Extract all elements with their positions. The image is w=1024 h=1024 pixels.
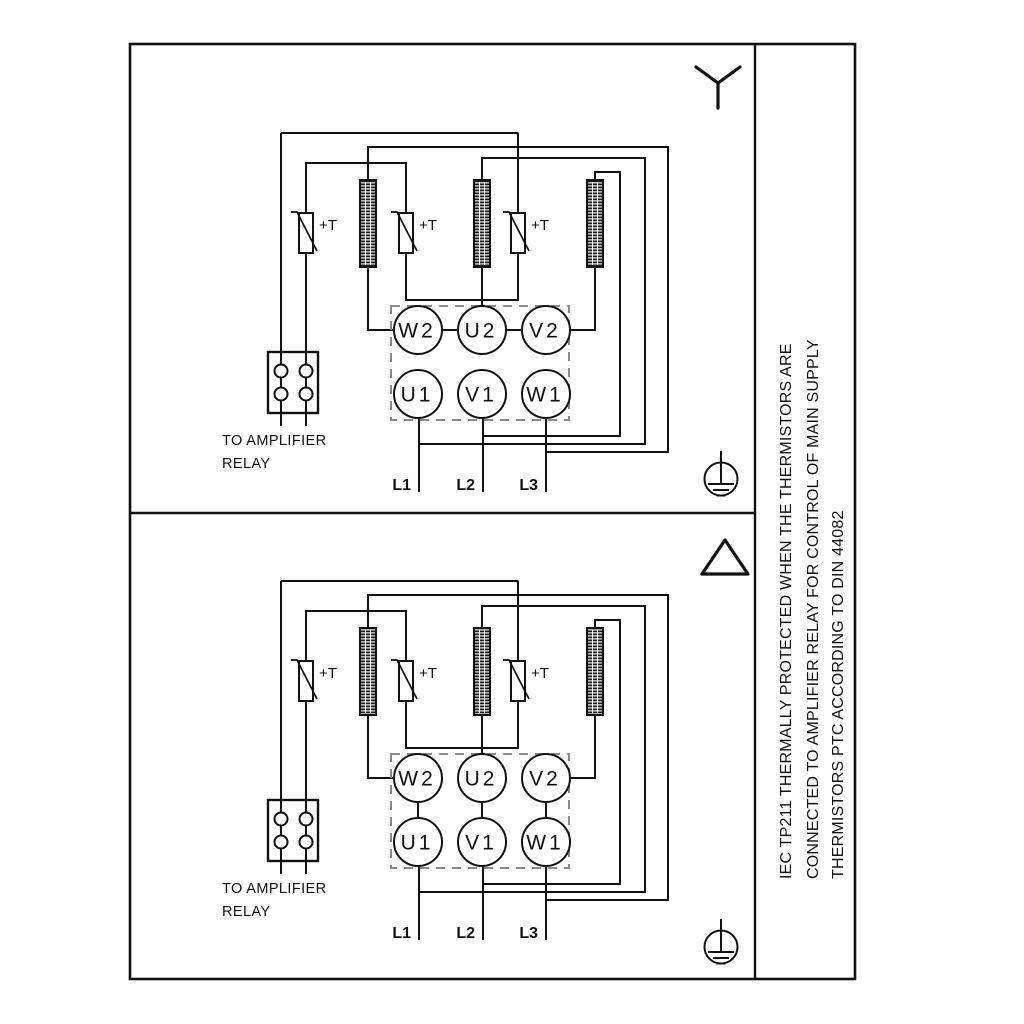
terminal-V1 bbox=[458, 818, 506, 866]
stator-coil-2 bbox=[474, 628, 490, 715]
thermistor-label: +T bbox=[531, 665, 549, 682]
relay-terminal-circle bbox=[300, 365, 313, 378]
terminal-U2 bbox=[458, 306, 506, 354]
stator-coil-3 bbox=[587, 180, 603, 267]
thermistor-label: +T bbox=[419, 665, 437, 682]
wire bbox=[368, 267, 394, 330]
side-note-line3: THERMISTORS PTC ACCORDING TO DIN 44082 bbox=[830, 510, 847, 879]
relay-caption-line1: TO AMPLIFIER bbox=[222, 881, 327, 897]
relay-terminal-circle bbox=[300, 388, 313, 401]
relay-terminal-circle bbox=[300, 836, 313, 849]
earth-symbol bbox=[705, 451, 738, 496]
terminal-W2 bbox=[394, 306, 442, 354]
star-arm bbox=[718, 67, 740, 83]
terminal-V2 bbox=[522, 306, 570, 354]
supply-label-L1: L1 bbox=[392, 925, 411, 942]
supply-label-L3: L3 bbox=[519, 477, 538, 494]
wire bbox=[406, 253, 518, 300]
terminal-V1 bbox=[458, 370, 506, 418]
supply-label-L1: L1 bbox=[392, 477, 411, 494]
terminal-W2 bbox=[394, 754, 442, 802]
relay-caption-line1: TO AMPLIFIER bbox=[222, 433, 327, 449]
terminal-label-W1: W1 bbox=[526, 831, 564, 855]
relay-terminal-block bbox=[268, 352, 318, 413]
side-note-line1: IEC TP211 THERMALLY PROTECTED WHEN THE THERMISTORS ARE bbox=[778, 343, 795, 879]
coil-winding bbox=[360, 180, 376, 267]
relay-block-outline bbox=[268, 352, 318, 413]
terminal-W1 bbox=[522, 818, 570, 866]
side-note-line2: CONNECTED TO AMPLIFIER RELAY FOR CONTROL OF MAIN SUPPLY bbox=[805, 339, 822, 879]
terminal-label-W2: W2 bbox=[398, 767, 436, 791]
coil-winding bbox=[587, 628, 603, 715]
relay-caption-line2: RELAY bbox=[222, 904, 271, 920]
thermistor-label: +T bbox=[319, 217, 337, 234]
wire bbox=[306, 163, 406, 213]
stator-coil-1 bbox=[360, 180, 376, 267]
thermistor-3 bbox=[503, 660, 549, 701]
thermistor-2 bbox=[391, 660, 437, 701]
terminal-U2 bbox=[458, 754, 506, 802]
wire bbox=[570, 267, 595, 330]
thermistor-1 bbox=[291, 660, 337, 701]
thermistor-label: +T bbox=[531, 217, 549, 234]
terminal-label-V1: V1 bbox=[465, 831, 497, 855]
terminal-W1 bbox=[522, 370, 570, 418]
supply-label-L2: L2 bbox=[456, 925, 475, 942]
terminal-label-W2: W2 bbox=[398, 319, 436, 343]
stator-coil-2 bbox=[474, 180, 490, 267]
supply-label-L2: L2 bbox=[456, 477, 475, 494]
relay-block-outline bbox=[268, 800, 318, 861]
coil-winding bbox=[360, 628, 376, 715]
terminal-label-V1: V1 bbox=[465, 383, 497, 407]
relay-terminal-circle bbox=[275, 365, 288, 378]
stator-coil-3 bbox=[587, 628, 603, 715]
relay-terminal-circle bbox=[275, 813, 288, 826]
terminal-U1 bbox=[394, 818, 442, 866]
terminal-label-W1: W1 bbox=[526, 383, 564, 407]
coil-winding bbox=[587, 180, 603, 267]
wire bbox=[368, 715, 394, 778]
terminal-label-V2: V2 bbox=[529, 767, 561, 791]
panel-delta bbox=[222, 540, 748, 964]
wire bbox=[306, 611, 406, 661]
relay-terminal-block bbox=[268, 800, 318, 861]
earth-symbol bbox=[705, 919, 738, 964]
terminal-label-V2: V2 bbox=[529, 319, 561, 343]
star-symbol bbox=[696, 67, 740, 108]
terminal-label-U2: U2 bbox=[464, 319, 498, 343]
panel-star bbox=[222, 67, 740, 496]
terminal-V2 bbox=[522, 754, 570, 802]
relay-terminal-circle bbox=[300, 813, 313, 826]
thermistor-3 bbox=[503, 212, 549, 253]
relay-terminal-circle bbox=[275, 388, 288, 401]
wire bbox=[406, 701, 518, 748]
stator-coil-1 bbox=[360, 628, 376, 715]
terminal-label-U1: U1 bbox=[400, 383, 434, 407]
terminal-label-U2: U2 bbox=[464, 767, 498, 791]
relay-caption-line2: RELAY bbox=[222, 456, 271, 472]
terminal-label-U1: U1 bbox=[400, 831, 434, 855]
thermistor-1 bbox=[291, 212, 337, 253]
star-arm bbox=[696, 67, 718, 83]
coil-winding bbox=[474, 628, 490, 715]
relay-terminal-circle bbox=[275, 836, 288, 849]
thermistor-label: +T bbox=[319, 665, 337, 682]
coil-winding bbox=[474, 180, 490, 267]
wire bbox=[570, 715, 595, 778]
terminal-U1 bbox=[394, 370, 442, 418]
supply-label-L3: L3 bbox=[519, 925, 538, 942]
thermistor-2 bbox=[391, 212, 437, 253]
thermistor-label: +T bbox=[419, 217, 437, 234]
delta-symbol bbox=[702, 540, 748, 574]
